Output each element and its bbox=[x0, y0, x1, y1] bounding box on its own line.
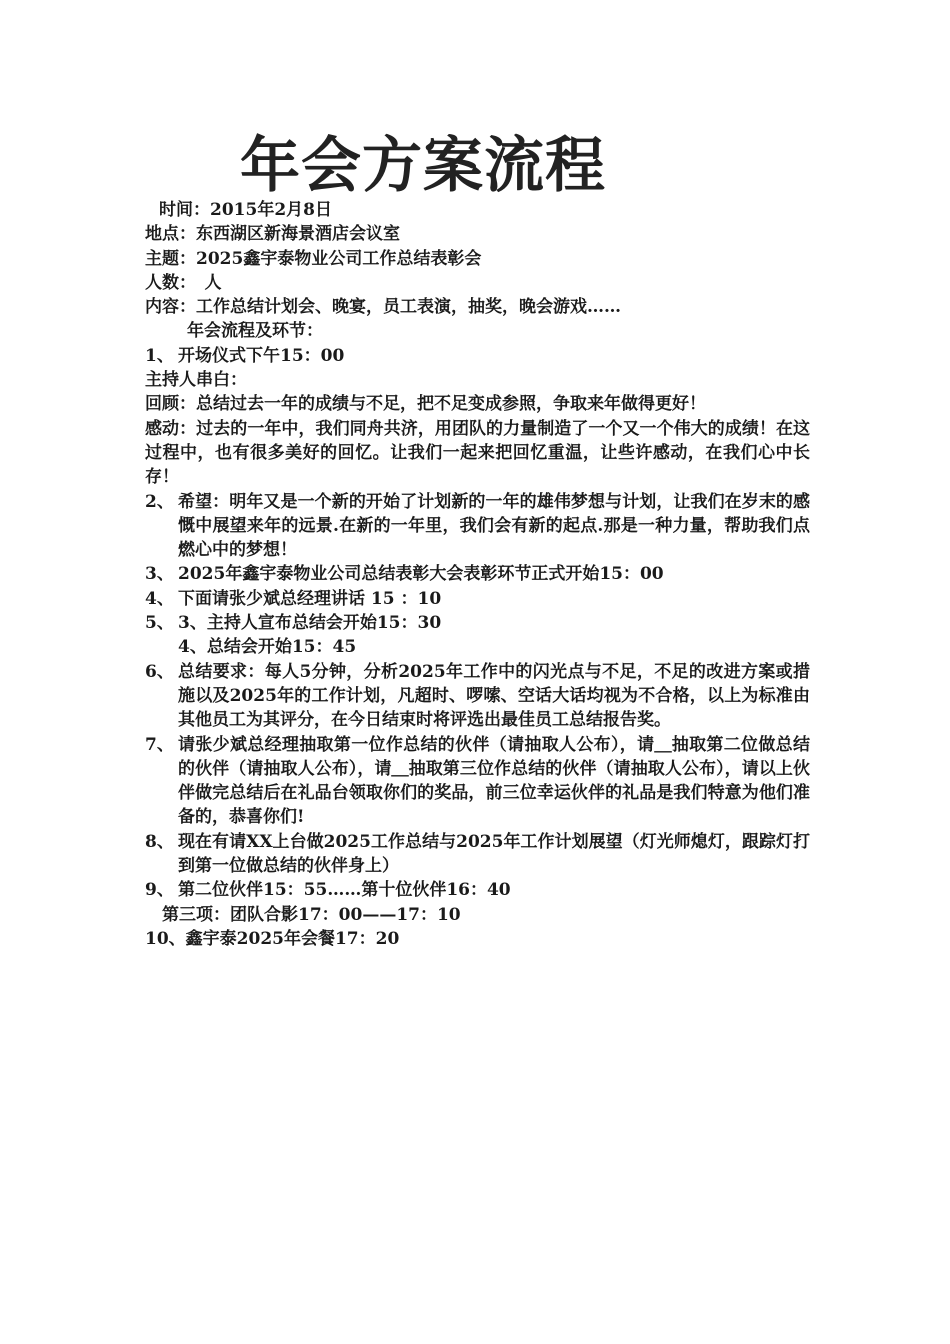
step-text: 2025年鑫宇泰物业公司总结表彰大会表彰环节正式开始15：00 bbox=[178, 564, 664, 585]
step-text: 第二位伙伴15：55……第十位伙伴16：40 bbox=[178, 880, 511, 901]
info-content: 内容：工作总结计划会、晚宴，员工表演，抽奖，晚会游戏…… bbox=[145, 297, 621, 318]
review-paragraph: 回顾：总结过去一年的成绩与不足，把不足变成参照，争取来年做得更好！ bbox=[145, 394, 706, 415]
step-item-9 bbox=[145, 878, 810, 902]
step-number: 4、 bbox=[145, 588, 174, 609]
step-item-4 bbox=[145, 587, 810, 611]
step-text: 总结要求：每人5分钟，分析2025年工作中的闪光点与不足，不足的改进方案或措施以及2025年的工作计划，凡超时、啰嗦、空话大话均视为不合格，以上为标准由其他员工为其评分，在今日结束时将评选出最佳员工总结报告奖。 bbox=[178, 661, 810, 731]
moved-paragraph: 感动：过去的一年中，我们同舟共济，用团队的力量制造了一个又一个伟大的成绩！在这过程中，也有很多美好的回忆。让我们一起来把回忆重温，让些许感动，在我们心中长存！ bbox=[145, 418, 810, 488]
step-number: 8、 bbox=[145, 831, 174, 852]
info-theme: 主题：2025鑫宇泰物业公司工作总结表彰会 bbox=[145, 248, 482, 269]
step-number: 2、 bbox=[145, 491, 174, 512]
flow-heading: 年会流程及环节： bbox=[187, 321, 323, 342]
step-item-10: 10、鑫宇泰2025年会餐17：20 bbox=[145, 928, 400, 949]
step-number: 3、 bbox=[145, 564, 174, 585]
host-intro: 主持人串白： bbox=[145, 370, 247, 391]
step-item-2 bbox=[145, 490, 810, 563]
step-text: 开场仪式下午15：00 bbox=[178, 345, 345, 366]
info-people: 人数： 人 bbox=[145, 272, 222, 293]
step-text: 希望：明年又是一个新的开始了计划新的一年的雄伟梦想与计划，让我们在岁末的感慨中展望来年的远景.在新的一年里，我们会有新的起点.那是一种力量，帮助我们点燃心中的梦想！ bbox=[178, 491, 810, 561]
step-item-5 bbox=[145, 611, 810, 635]
step-number: 1、 bbox=[145, 345, 174, 366]
step-number: 6、 bbox=[145, 661, 174, 682]
sub-step: 4、总结会开始15：45 bbox=[178, 637, 357, 658]
step-item-7 bbox=[145, 733, 810, 830]
step-item-1 bbox=[145, 344, 810, 368]
step-number: 7、 bbox=[145, 734, 174, 755]
step-number: 5、 bbox=[145, 613, 174, 634]
step-number: 9、 bbox=[145, 880, 174, 901]
step-text: 下面请张少斌总经理讲话 15 ：10 bbox=[178, 588, 442, 609]
step-text: 3、主持人宣布总结会开始15：30 bbox=[178, 613, 442, 634]
document-body bbox=[145, 198, 810, 951]
info-place: 地点：东西湖区新海景酒店会议室 bbox=[145, 224, 400, 245]
document-title: 年会方案流程 bbox=[240, 131, 606, 201]
step-item-3 bbox=[145, 562, 810, 586]
step-text: 现在有请XX上台做2025工作总结与2025年工作计划展望（灯光师熄灯，跟踪灯打到第一位做总结的伙伴身上） bbox=[178, 831, 810, 877]
step-text: 请张少斌总经理抽取第一位作总结的伙伴（请抽取人公布），请＿抽取第二位做总结的伙伴（请抽取人公布），请＿抽取第三位作总结的伙伴（请抽取人公布），请以上伙伴做完总结后在礼品台领取你们的奖品，前三位幸运伙伴的礼品是我们特意为他们准备的，恭喜你们! bbox=[178, 734, 810, 828]
step-item-6 bbox=[145, 660, 810, 733]
info-time: 时间：2015年2月8日 bbox=[159, 200, 332, 220]
step-item-8 bbox=[145, 830, 810, 879]
third-item: 第三项：团队合影17：00——17：10 bbox=[162, 904, 461, 925]
